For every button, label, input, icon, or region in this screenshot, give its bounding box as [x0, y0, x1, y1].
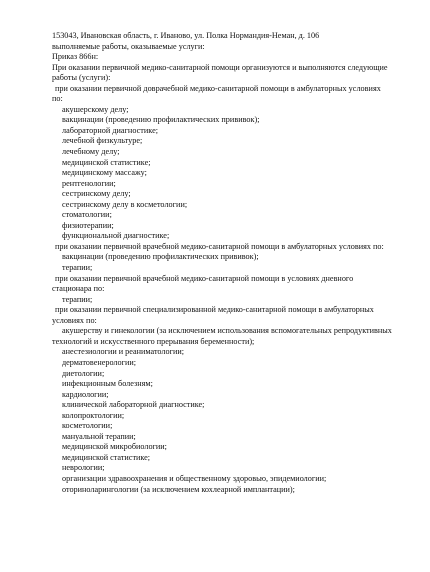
list-item: оториноларингологии (за исключением кохлеарной имплантации); — [62, 484, 295, 494]
section-physician-ambulatory — [52, 242, 416, 274]
list-item: кардиологии; — [62, 389, 109, 399]
section-physician-day-hospital — [52, 274, 416, 306]
list-item: сестринскому делу в косметологии; — [62, 199, 188, 209]
list-item: медицинскому массажу; — [62, 168, 147, 178]
list-item: медицинской статистике; — [62, 157, 151, 167]
list-item: вакцинации (проведению профилактических прививок); — [62, 115, 260, 125]
list-item: сестринскому делу; — [62, 189, 131, 199]
list-item-line-1: акушерству и гинекологии (за исключением использования вспомогательных репродуктивных — [62, 326, 392, 336]
section-prehospital-ambulatory — [52, 84, 416, 242]
list-item-line-2: технологий и искусственного прерывания беременности); — [52, 336, 255, 346]
list-item: инфекционным болезням; — [62, 379, 153, 389]
list-item: медицинской статистике; — [62, 452, 151, 462]
order-reference: Приказ 866н: — [52, 52, 99, 62]
list-item: медицинской микробиологии; — [62, 442, 167, 452]
list-item: терапии; — [62, 294, 93, 304]
list-item: мануальной терапии; — [62, 431, 136, 441]
section-title-line-1: при оказании первичной врачебной медико-санитарной помощи в амбулаторных условиях по: — [55, 241, 384, 251]
intro-text-line-2: работы (услуги): — [52, 73, 111, 83]
list-item: вакцинации (проведению профилактических прививок); — [62, 252, 259, 262]
list-item: диетологии; — [62, 368, 105, 378]
list-item: рентгенологии; — [62, 178, 116, 188]
address-line: 153043, Ивановская область, г. Иваново, ул. Полка Нормандия-Неман, д. 106 — [52, 31, 320, 40]
list-item: лечебной физкультуре; — [62, 136, 143, 146]
section-title-line-2: по: — [52, 94, 63, 104]
license-document — [52, 31, 416, 495]
list-item: клинической лабораторной диагностике; — [62, 400, 205, 410]
section-specialized-ambulatory — [52, 305, 416, 495]
list-item: лечебному делу; — [62, 147, 120, 157]
list-item: акушерскому делу; — [62, 104, 129, 114]
list-item: терапии; — [62, 263, 93, 273]
list-item: организации здравоохранения и общественному здоровью, эпидемиологии; — [62, 473, 327, 483]
list-item: неврологии; — [62, 463, 105, 473]
section-title-line-1: при оказании первичной доврачебной медико-санитарной помощи в амбулаторных условиях — [55, 83, 381, 93]
list-item: косметологии; — [62, 421, 113, 431]
list-item: стоматологии; — [62, 210, 112, 220]
section-title-line-1: при оказании первичной специализированной медико-санитарной помощи в амбулаторных — [55, 305, 374, 315]
list-item: дерматовенерологии; — [62, 357, 137, 367]
list-item: физиотерапии; — [62, 220, 114, 230]
section-title-line-2: условиях по: — [52, 315, 97, 325]
list-item: функциональной диагностике; — [62, 231, 170, 241]
list-item: анестезиологии и реаниматологии; — [62, 347, 184, 357]
list-item: колопроктологии; — [62, 410, 125, 420]
list-item: лабораторной диагностике; — [62, 125, 159, 135]
section-title-line-1: при оказании первичной врачебной медико-санитарной помощи в условиях дневного — [55, 273, 354, 283]
works-heading: выполняемые работы, оказываемые услуги: — [52, 41, 205, 51]
section-title-line-2: стационара по: — [52, 284, 105, 294]
intro-text-line-1: При оказании первичной медико-санитарной помощи организуются и выполняются следующие — [52, 62, 388, 72]
